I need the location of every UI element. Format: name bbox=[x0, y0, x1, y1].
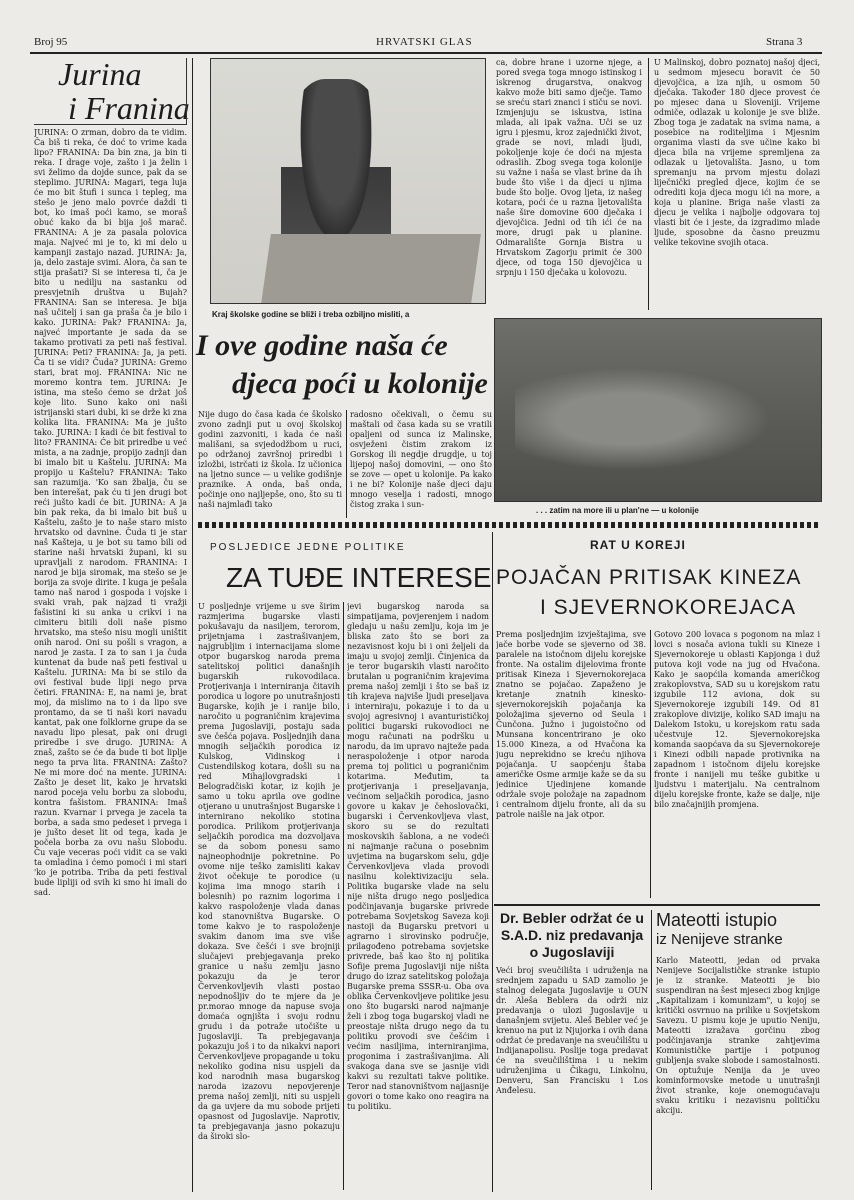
desk-shape bbox=[261, 234, 481, 304]
col-rule-2 bbox=[492, 532, 493, 1192]
kolonije-col2 bbox=[654, 58, 820, 310]
koreja-bottom-rule bbox=[494, 904, 820, 906]
bebler-headline-3: o Jugoslaviji bbox=[529, 944, 615, 960]
child-photo-caption: Kraj školske godine se bliži i treba ozbiljno misliti, a bbox=[212, 310, 410, 319]
koreja-kicker: RAT U KOREJI bbox=[590, 538, 686, 552]
bebler-column bbox=[496, 966, 648, 1192]
koreja-text-1: Prema posljednjim izvještajima, sve jače borbe vode se sjeverno od 38. paralele na istočnom dijelu korejske fronte. Na ostalim dijelovima fronte pritisak Kineza i Sjevernokorejaca znatno se pojačao. Zapaženo je kretanje znatnih kinesko-sjevernokorejskih pojačanja ka položajima sjeverno od Seula i Čunčona. Južno i jugoistočno od Munsana koncentrirano je oko 15.000 Kineza, a od Hvačona ka jugu neprekidno se kreću njihova pojačanja. U saopćenju štaba američke Osme armije kaže se da su jedinice Ujedinjene komande održale svoje položaje na zapadnom i centralnom dijelu fronte, ali da su patrole naišle na jak otpor. bbox=[496, 630, 646, 819]
mateotti-column bbox=[656, 956, 820, 1192]
koreja-text-2: Gotovo 200 lovaca s pogonom na mlaz i lovci s nosača aviona tukli su Kineze i Sjevernokoreje u oblasti Kapjonga i duž putova koji vode na jug od Hvačona. Kako je saopćila komanda američkog zrakoplovstva, SAD su u korejskom ratu izgubile 112 aviona, dok su Sjevernokoreje izgubili 149. Od 81 zrakoplove divizije, koliko SAD imaju na Dalekom Istoku, u korejskom ratu sada učestvuje 12. Sjevernokorejska komanda saopćava da su Sjevernokoreje i Kinezi odbili napade protivnika na zapadnom i istočnom dijelu korejske fronte i nanijeli mu teške gubitke u ljudstvu i materijalu. Na centralnom dijelu korejske fronte, kaže se dalje, nije bilo značajnijih promjena. bbox=[654, 630, 820, 809]
mateotti-headline-1: Mateotti istupio bbox=[656, 910, 778, 930]
bebler-headline bbox=[496, 910, 648, 961]
jurina-title-2: i Franina bbox=[68, 90, 190, 126]
tudje-text-1: U posljednje vrijeme u sve širim razmjerima bugarske vlasti pokušavaju da nasiljem, terorom, prijetnjama i zastrašivanjem, najgrubljim i internacijama slome otpor bugarskog naroda prema satelitskoj politici današnjih bugarskih rukovodilaca. Protjerivanja i interniranja čitavih porodica u logore po unutrašnjosti Bugarske, kojih je i ranije bilo, naročito u pograničnim krajevima prema Jugoslaviji, postaju sada sve češća pojava. Posljednjih dana mnogih seljačkih porodica iz Kulskog, Vidinskog i Custendilskog kotara, došli su na red Mihajlovgradski i Belogradčiski kotar, iz kojih je samo u toku aprila ove godine otjerano u unutrašnjost Bugarske i internirano nekoliko stotina porodica. Prilikom protjerivanja seljačkih porodica ma dozvoljava se da sobom ponesu samo najneophodnije pokretnine. Po ovome nije teško zamisliti kakav život očekuje te porodice (u kojima ima mnogo starih i bolesnih) po raznim logorima i kakvo raspoloženje vlada danas kod stanovništva Bugarske. O tome kakvo je to raspoloženje svakim danom ima sve više dokaza. Sve češći i sve brojniji slučajevi prebjegavanja preko granice u našu zemlju jasno pokazuju da je teror Červenkovljevih vlasti postao nepodnošljiv do te mjere da je pr.morao mnoge da napuse svoja domaća ognjišta i svoju rodnu grudu i da potraže utočište u Jugoslaviji. Ta prebjegavanja pokazuju još i to da nikakvi napori Červenkovljeve propagande u toku nekoliko godina nisu uspjeli da kod narodnih masa bugarskog naroda izazovu nepovjerenje prema našoj zemlji, niti su uspjeli da ga uvjere da mu sobode prijeti opasnost od Jugoslavije. Naprotiv, ta prebjegavanja jasno pokazuju da široki slo- bbox=[198, 602, 340, 1141]
col-rule-beb bbox=[651, 910, 652, 1190]
koreja-col2 bbox=[654, 630, 820, 900]
col-rule-kor bbox=[650, 630, 651, 898]
jurina-title-frame bbox=[34, 58, 187, 125]
jurina-column bbox=[34, 128, 187, 1190]
kolonije-col4 bbox=[350, 410, 492, 522]
kolonije-col1 bbox=[496, 58, 642, 310]
tudje-kicker: POSLJEDICE JEDNE POLITIKE bbox=[210, 542, 406, 553]
mateotti-headline-2: iz Nenijeve stranke bbox=[656, 931, 783, 948]
children-group-photo bbox=[494, 318, 822, 502]
section-separator bbox=[198, 522, 820, 528]
koreja-headline-1: POJAČAN PRITISAK KINEZA bbox=[496, 566, 802, 589]
tudje-col1 bbox=[198, 602, 340, 1192]
newspaper-name: HRVATSKI GLAS bbox=[376, 36, 473, 48]
col-rule-tud bbox=[343, 602, 344, 1190]
col-rule-kol2 bbox=[346, 410, 347, 518]
children-photo-caption: . . . zatim na more ili u plan'ne — u kolonije bbox=[536, 506, 699, 515]
jurina-text: JURINA: O zrman, dobro da te vidim. Ča biš ti reka, će doć to vrime kada lipo? FRANINA: Da bin zna, ja bin ti reka. I drage voje, zašto i ja želin i svi želimo da dojde sunce, pak da se steplimo. JURINA: Magari, tega luja će mo bit štufi i sunca i tepleg, ma stešo je jeno malo povrće daždi ti bot, ko imaš poći kamo, se moraš obuć kako da bi bija još marač. FRANINA: A je za pasala polovica maja. Najveć mi je to, ki mi delo u kampanji zastajo nazad. JURINA: Ja, ja, delo zastaje svimi. Alora, ča san te stija prašati? Si se interesa ti, ča je bito u nedilju na sastanku od presvjetnih društva u Bujah? FRANINA: San se interesa. Je bija naš učitelj i san ga praša ča je bilo i kako. JURINA: Pak? FRANINA: Ja, najveć importante je sada da se takamo protivati za peti naš festival. JURINA: Peti? FRANINA: Ja, ja peti. Ča ti se vidi? Čuda? JURINA: Gremo stari, brat moj. FRANINA: Nic ne moremo kontra tem. JURINA: Je istina, ma stešo ćemo se držat još koje lito. Suno kako oni naši istrijanski stari dubi, ki se drže ki zna kolika lita. FRANINA: Ma je jušto tako. JURINA: I kadi će bit festival to lito? FRANINA: Će bit priredbe u već mista, a na zadnje, propijo zadnji dan bi imalo bit u Kaštelu. JURINA: Ma propijo u Kaštelu? FRANINA: Tako san razumija. 'Ko san žbalja, ču se ben interešat, pak ću ti jen drugi bot reći jušto kadi će bit. JURINA: A ja bin pak reka, da bi imalo bit buš u Kaštelu, zašto je to naše staro misto hrvatsko od davnine. Čuda ti je star naš Kašteja, u je bot su tamo bili od starine naši hrvatski župani, ki su upravljali z narodom. FRANINA: I narod je bija siromak, ma stešo se je borija za svoje dirite. I kuga je pešala tamo naš narod i gospoda i vojske i svaki vrah, pak najzad ti vražji fašistini ki su anka u crikvi i na cimiteru bitili doli naše pismo hrvatsko, ma stešo nisu mogli uništit onih narod. Oni su pošli s vragon, a narod je zasta. I za to san i ja čuda kuntenat da bude naš peti festival u Kaštelu. JURINA: Ma bi se stilo da ovi festival bude lipji nego prva četiri. FRANINA: E, na nami je, brat moj, da mislimo na to i da lipo sve prontamo, da se ti naši kori navadu kantat, pak one folklorne grupe da se navadu lipo plesat, pak oni drugi priredbe i sve drugo. JURINA: A znaš, zašto se će da bude ti bot liplje nego ta prva lita. FRANINA: Zašto? Ne mi more doć na mente. JURINA: Zašto je deset lit, kako je hrvatski narod poceja velu borbu za slobodu, kontra fašistom. FRANINA: Imaš razun. Kvarnar i prvega je zacela ta borba, a sada smo pedeset i prvega i je jušto deset lit od tega, kada je počela borba za ovu našu Slobodu. Ču vaje veceras poći vidit ca se vaki ta omladina i ćemo pomoći i mi stari 'ko je potriba. Triba da peti festival bude lipliji od svih ki smo hi imali do sad. bbox=[34, 128, 187, 897]
bebler-headline-2: S.A.D. niz predavanja bbox=[500, 927, 644, 943]
kolonije-headline-1: I ove godine naša će bbox=[196, 329, 448, 362]
koreja-col1 bbox=[496, 630, 646, 900]
tudje-col2 bbox=[347, 602, 489, 1192]
header-rule bbox=[30, 52, 822, 54]
photo-highlight bbox=[515, 359, 795, 479]
tudje-text-2: jevi bugarskog naroda sa simpatijama, povjerenjem i nadom gledaju u našu zemlju, koja im je bliska zato što se bori za nezavisnost koju bi i oni željeli da imaju u svojoj zemlji. Činjenica da je teror bugarskih vlasti naročito brutalan u pograničnim krajevima prema našoj zemlji i što se baš iz tih krajeva najviše ljudi preseljava i interniraju, pokazuje i to da u svojoj agresivnoj i avanturističkoj politici bugarski rukovodioci ne mogu računati na podršku u narodu, da im upravo najteže pada neraspoloženje i otpor naroda prema toj politici u pograničnim kotarima. Međutim, ta protjerivanja i preseljavanja, većinom seljačkih porodica, jasno govore u kakav je čehoslovački, bugarski i Červenkovljeva vlast, skoro su se do rezultati moskovskih šablona, a ne vodeći ni najmanje računa o posebnim uvjetima na bugarskom selu, gdje Červenkovljeva vlada provodi nasilnu kolektivizaciju sela. Politika bugarske vlade na selu nije ništa drugo nego posljedica podčinjavanja bugarske privrede potrebama Sovjetskog Saveza koji nastoji da Bugarsku pretvori u agrarno i sirovinsko područje, prilagođeno potrebama sovjetske privrede, baš kao što nj politika Sofije prema Jugoslaviji nije ništa drugo do izraz satelitskog položaja Bugarske prema SSSR-u. Oba ova oblika Červenkovljeve politike jesu ono što bugarski narod najmanje želi i zbog toga bugarskoj vladi ne preostaje ništa drugo nego da tu politiku provodi sve češćim i većim nasiljima, interniranjima, progonima i zastrašivanjima. Ali svakoga dana sve se jasnije vidi kakvi su rezultati takve politike. Teror nad stanovništvom najjasnije govori o tome kako ono reagira na tu politiku. bbox=[347, 602, 489, 1111]
bebler-headline-1: Dr. Bebler održat će u bbox=[500, 910, 644, 926]
kolonije-headline-2: djeca poći u kolonije bbox=[232, 367, 488, 400]
col-rule-kol bbox=[648, 58, 649, 310]
page-number: Strana 3 bbox=[766, 36, 803, 48]
kolonije-col3 bbox=[198, 410, 342, 522]
issue-number: Broj 95 bbox=[34, 36, 68, 48]
kolonije-text-4: radosno očekivali, o čemu su maštali od časa kada su se vratili opaljeni od sunca iz Malinske, osvježeni čistim zrakom iz Gorskog ili negdje drugdje, u toj lijepoj našoj domovini, — ono što se zove — opet u kolonije. Pa kako i ne bi? Kolonije naše djeci daju mnogo veselja i radosti, mnogo čistog zraka i sun- bbox=[350, 410, 492, 509]
mateotti-text: Karlo Mateotti, jedan od prvaka Nenijeve Socijalističke stranke istupio je iz stranke. Mateotti je bio suspendiran na šest mjeseci zbog knjige „Kapitalizam i komunizam", u kojoj se kritički osvrnuo na prilike u Sovjetskom Savezu. U pismu koje je uputio Neniju, Mateotti izražava gorčinu zbog podčinjavanja stranke zahtjevima Komunističke partije i potpunog gubljenja svake slobode i samostalnosti. On optužuje Nenija da je uveo kominformovske metode u unutrašnji život stranke, koje onemogućavaju svaku kritiku i nezavisnu političku akciju. bbox=[656, 956, 820, 1115]
bebler-text: Veći broj sveučilišta i udruženja na srednjem zapadu u SAD zamolio je stalnog delegata Jugoslavije u OUN dr. Aleša Beblera da održi niz predavanja o ulozi Jugoslavije u današnjem svijetu. Aleš Bebler već je krenuo na put iz Njujorka i ovih dana održat će predavanje na sveučilištu u Indijanapolisu. Poslije toga predavat će na sveučilištima i u nekim udruženjima u Čikagu, Linkolnu, Denveru, San Francisku i Los Anđelesu. bbox=[496, 966, 648, 1095]
jurina-title-1: Jurina bbox=[58, 56, 142, 92]
kolonije-text-3: Nije dugo do časa kada će školsko zvono zadnji put u ovoj školskoj godini zazvoniti, i kada će naši mališani, sa svjedodžbom u ruci, po održanoj završnoj priredbi i izložbi, istrčati iz škola. Iz učionica na ljetno sunce — u velike godišnje praznike. A onda, baš onda, počinje ono najljepše, ono, što su ti naši najmlađi tako bbox=[198, 410, 342, 509]
child-photo bbox=[210, 58, 486, 304]
kolonije-text-1: ca, dobre hrane i uzorne njege, a pored svega toga mnogo istinskog i iskrenog drugarstva, onakvog kakvo može biti samo dječje. Tamo se sreću stari znanci i stiču se novi. Izmjenjuju se iskustva, istina mlada, ali ipak važna. Uči se uz igru i pjesmu, kroz zajednički život, grade se novi, mladi ljudi, pokoljenje koje će doći na mjesta odraslih. Zbog svega toga kolonije su važne i naša se vlast brine da ih bude što više i da djeci u njima bude što bolje. Ovog ljeta, iz našeg kotara, poći će u razna ljetovališta naše šire domovine 600 dječaka i djevojčica. Jedni od tih ići će na more, drugi pak u planine. Odmaralište Gornja Bistra u Hrvatskom Zagorju primit će 300 djece, od toga 150 djevojčica u srpnju i 150 dječaka u kolovozu. bbox=[496, 58, 642, 277]
tudje-headline: ZA TUĐE INTERESE bbox=[226, 562, 492, 593]
col-rule-1 bbox=[192, 58, 193, 1192]
mateotti-headline bbox=[656, 910, 820, 950]
kolonije-text-2: U Malinskoj, dobro poznatoj našoj djeci, u sedmom mjesecu boravit će 50 djevojčica, a iza njih, u osmom 50 dječaka. Također 180 djece provest će po mjesec dana u Sloveniji. Vrijeme odmiče, odlazak u kolonije je sve bliže. Zbog toga je zadatak na svima nama, a posebice na roditeljima i Mjesnim organima vlasti da sve učine kako bi djeca bila na vrijeme spremljena za odlazak u ljetovališta. Jasno, u tom spremanju na prvom mjestu dolazi liječnički pregled djece, kojim će se odrediti koja djeca mogu ići na more, a koja u planine. Briga naše vlasti za djecu je velika i najbolje odgovara toj vlasti bit će i jeste, da izgradimo mlade ljude, sposobne da časno preuzmu velike tekovine svojih otaca. bbox=[654, 58, 820, 247]
koreja-headline-2: I SJEVERNOKOREJACA bbox=[540, 596, 797, 619]
